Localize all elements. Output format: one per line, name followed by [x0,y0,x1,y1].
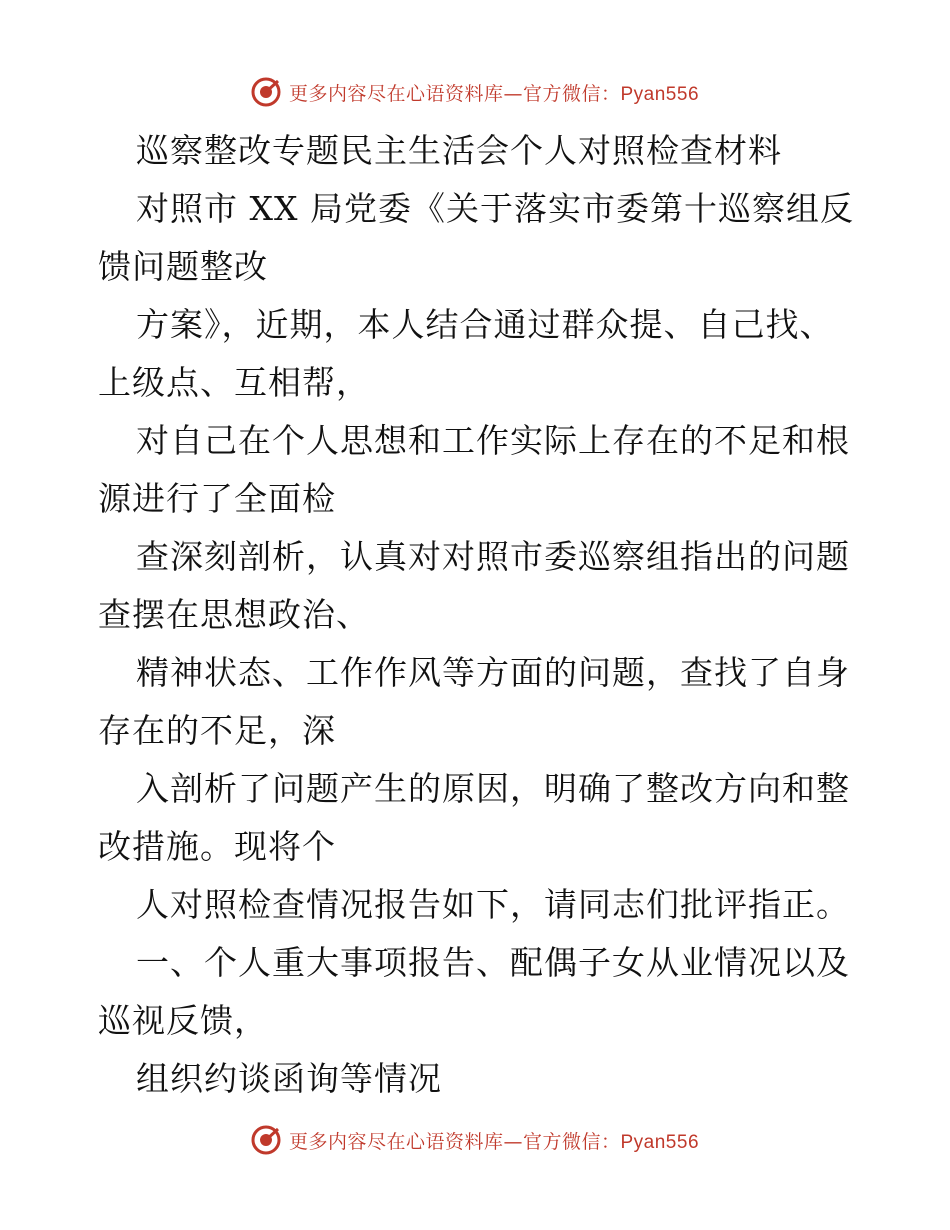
paragraph-line: 查深刻剖析，认真对对照市委巡察组指出的问题 [136,537,850,576]
watermark-text: 更多内容尽在心语资料库—官方微信：Pyan556 [288,82,700,105]
footer-watermark [0,1120,950,1160]
paragraph-line: 入剖析了问题产生的原因，明确了整改方向和整 [136,769,850,808]
section-heading: 一、个人重大事项报告、配偶子女从业情况以及 [136,943,850,982]
paragraph-line: 方案》，近期，本人结合通过群众提、自己找、 [136,305,834,344]
document-title: 巡察整改专题民主生活会个人对照检查材料 [136,131,782,170]
watermark-text: 更多内容尽在心语资料库—官方微信：Pyan556 [288,1130,700,1153]
paragraph-line: 馈问题整改 [98,247,268,286]
paragraph-line: 上级点、互相帮， [98,363,370,402]
paragraph-line: 人对照检查情况报告如下，请同志们批评指正。 [136,885,850,924]
brand-logo-icon [251,77,281,107]
paragraph-line: 对自己在个人思想和工作实际上存在的不足和根 [136,421,850,460]
header-watermark [0,72,950,112]
paragraph-line: 改措施。现将个 [98,827,336,866]
paragraph-line: 巡视反馈， [98,1001,268,1040]
paragraph-line: 查摆在思想政治、 [98,595,370,634]
brand-logo-icon [251,1125,281,1155]
paragraph-line: 对照市 XX 局党委《关于落实市委第十巡察组反 [136,189,854,228]
paragraph-line: 源进行了全面检 [98,479,336,518]
watermark-handle: Pyan556 [620,1131,700,1153]
watermark-handle: Pyan556 [620,83,700,105]
paragraph-line: 组织约谈函询等情况 [136,1059,442,1098]
paragraph-line: 存在的不足，深 [98,711,336,750]
document-body [98,122,858,1108]
paragraph-line: 精神状态、工作作风等方面的问题，查找了自身 [136,653,850,692]
